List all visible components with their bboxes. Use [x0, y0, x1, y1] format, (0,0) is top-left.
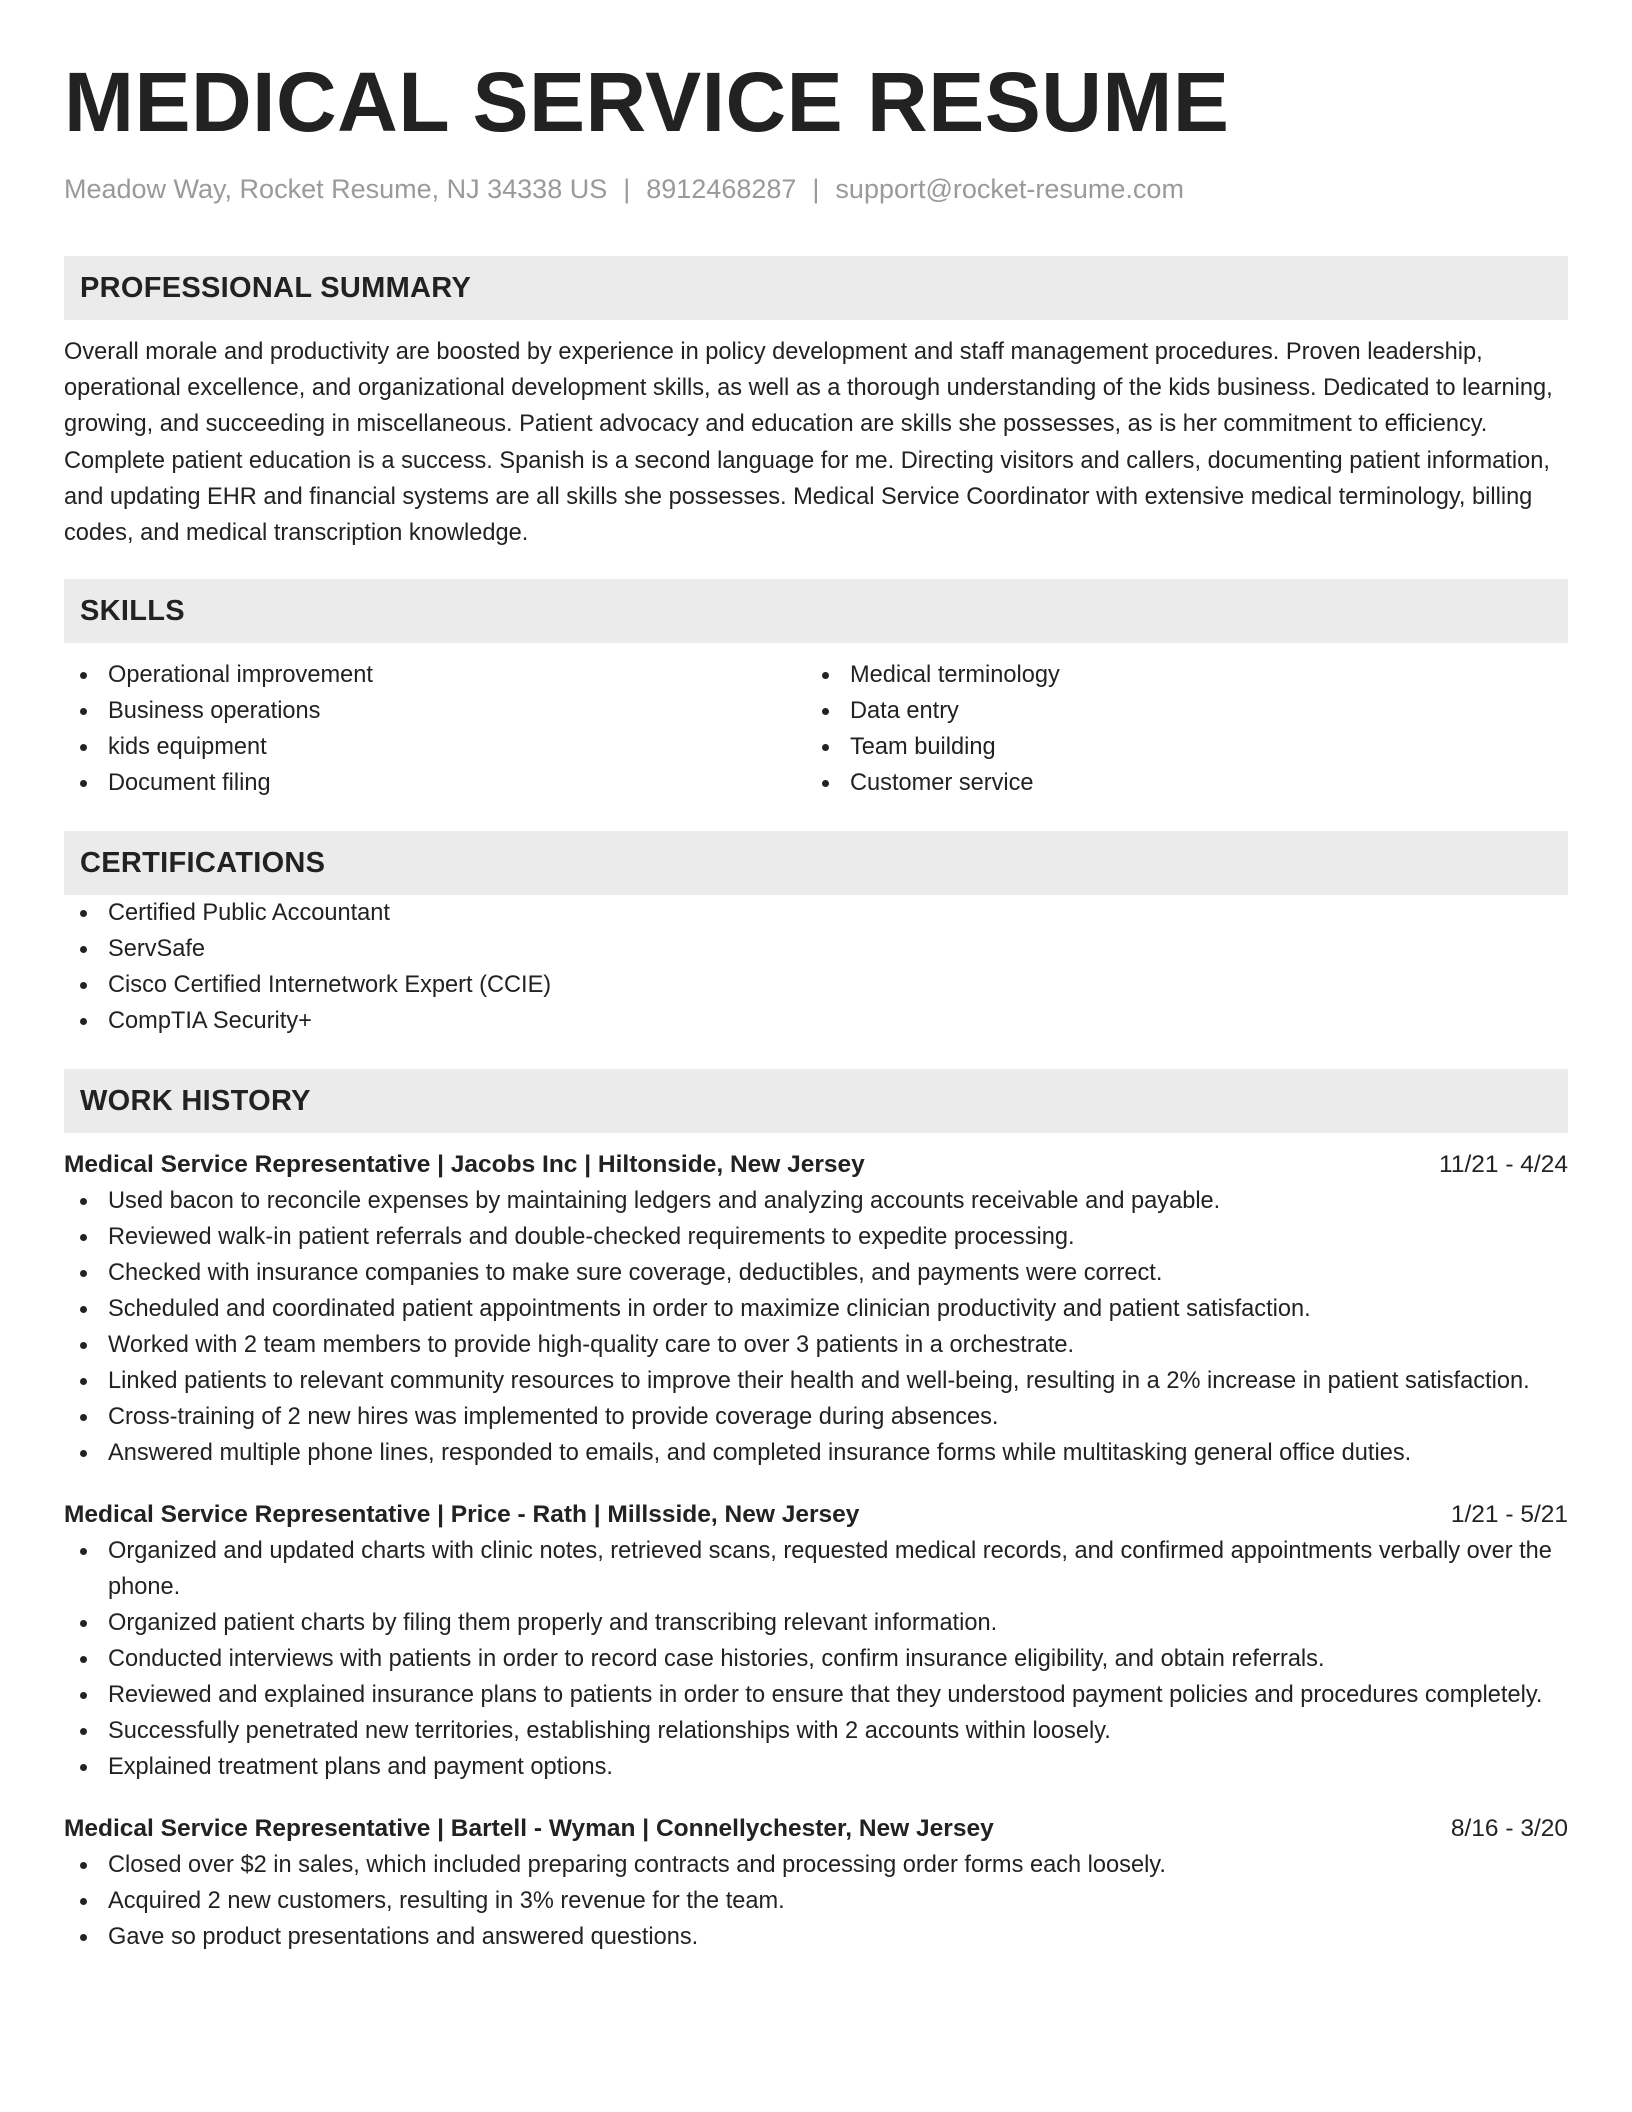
skills-column-right	[806, 657, 1548, 801]
section-heading-summary: PROFESSIONAL SUMMARY	[64, 256, 1568, 320]
job-bullets	[64, 1533, 1568, 1785]
job-entry	[64, 1497, 1568, 1785]
skill-item: Operational improvement	[64, 657, 806, 693]
job-bullet: Organized and updated charts with clinic notes, retrieved scans, requested medical records, and confirmed appointments verbally over the phone.	[64, 1533, 1568, 1605]
job-title: Medical Service Representative | Jacobs Inc | Hiltonside, New Jersey	[64, 1151, 865, 1179]
job-dates: 8/16 - 3/20	[1450, 1815, 1568, 1843]
job-bullet: Scheduled and coordinated patient appointments in order to maximize clinician productivity and patient satisfaction.	[64, 1291, 1568, 1327]
summary-text: Overall morale and productivity are boosted by experience in policy development and staff management procedures. Proven leadership, operational excellence, and organizational development skills, as well as a thorough understanding of the kids business. Dedicated to learning, growing, and succeeding in miscellaneous. Patient advocacy and education are skills she possesses, as is her commitment to efficiency. Complete patient education is a success. Spanish is a second language for me. Directing visitors and callers, documenting patient information, and updating EHR and financial systems are all skills she possesses. Medical Service Coordinator with extensive medical terminology, billing codes, and medical transcription knowledge.	[64, 339, 1553, 547]
section-heading-work-history: WORK HISTORY	[64, 1069, 1568, 1133]
job-bullet: Answered multiple phone lines, responded to emails, and completed insurance forms while multitasking general office duties.	[64, 1435, 1568, 1471]
job-bullet: Reviewed walk-in patient referrals and double-checked requirements to expedite processing.	[64, 1219, 1568, 1255]
contact-separator: |	[623, 174, 631, 204]
section-heading-skills: SKILLS	[64, 579, 1568, 643]
contact-separator: |	[812, 174, 820, 204]
job-header	[64, 1147, 1568, 1183]
job-bullet: Worked with 2 team members to provide high-quality care to over 3 patients in a orchestrate.	[64, 1327, 1568, 1363]
job-bullet: Checked with insurance companies to make sure coverage, deductibles, and payments were correct.	[64, 1255, 1568, 1291]
certification-item: Cisco Certified Internetwork Expert (CCIE)	[64, 967, 1568, 1003]
job-bullet: Closed over $2 in sales, which included preparing contracts and processing order forms each loosely.	[64, 1847, 1568, 1883]
contact-phone: 8912468287	[646, 174, 797, 204]
job-bullet: Gave so product presentations and answered questions.	[64, 1919, 1568, 1955]
contact-address: Meadow Way, Rocket Resume, NJ 34338 US	[64, 174, 608, 204]
skill-item: Document filing	[64, 765, 806, 801]
job-title: Medical Service Representative | Price - Rath | Millsside, New Jersey	[64, 1501, 860, 1529]
job-bullet: Used bacon to reconcile expenses by maintaining ledgers and analyzing accounts receivable and payable.	[64, 1183, 1568, 1219]
certification-item: CompTIA Security+	[64, 1003, 1568, 1039]
contact-email: support@rocket-resume.com	[835, 174, 1184, 204]
certification-item: ServSafe	[64, 931, 1568, 967]
job-bullet: Cross-training of 2 new hires was implemented to provide coverage during absences.	[64, 1399, 1568, 1435]
job-bullet: Explained treatment plans and payment options.	[64, 1749, 1568, 1785]
skill-item: Business operations	[64, 693, 806, 729]
skill-item: kids equipment	[64, 729, 806, 765]
skills-grid	[64, 657, 1568, 801]
job-bullet: Linked patients to relevant community resources to improve their health and well-being, resulting in a 2% increase in patient satisfaction.	[64, 1363, 1568, 1399]
job-entry	[64, 1811, 1568, 1955]
job-dates: 1/21 - 5/21	[1450, 1501, 1568, 1529]
job-dates: 11/21 - 4/24	[1439, 1151, 1568, 1179]
certifications-list	[64, 895, 1568, 1039]
section-heading-certifications: CERTIFICATIONS	[64, 831, 1568, 895]
job-bullets	[64, 1183, 1568, 1471]
job-bullet: Conducted interviews with patients in order to record case histories, confirm insurance eligibility, and obtain referrals.	[64, 1641, 1568, 1677]
contact-line	[64, 172, 1568, 206]
job-bullet: Organized patient charts by filing them properly and transcribing relevant information.	[64, 1605, 1568, 1641]
job-header	[64, 1497, 1568, 1533]
job-title: Medical Service Representative | Bartell - Wyman | Connellychester, New Jersey	[64, 1815, 994, 1843]
job-bullet: Successfully penetrated new territories, establishing relationships with 2 accounts within loosely.	[64, 1713, 1568, 1749]
job-entry	[64, 1147, 1568, 1471]
certification-item: Certified Public Accountant	[64, 895, 1568, 931]
skill-item: Customer service	[806, 765, 1548, 801]
skill-item: Team building	[806, 729, 1548, 765]
skill-item: Data entry	[806, 693, 1548, 729]
job-header	[64, 1811, 1568, 1847]
resume-title: MEDICAL SERVICE RESUME	[64, 55, 1230, 149]
job-bullet: Acquired 2 new customers, resulting in 3% revenue for the team.	[64, 1883, 1568, 1919]
job-bullets	[64, 1847, 1568, 1955]
job-bullet: Reviewed and explained insurance plans to patients in order to ensure that they understood payment policies and procedures completely.	[64, 1677, 1568, 1713]
skill-item: Medical terminology	[806, 657, 1548, 693]
skills-column-left	[64, 657, 806, 801]
